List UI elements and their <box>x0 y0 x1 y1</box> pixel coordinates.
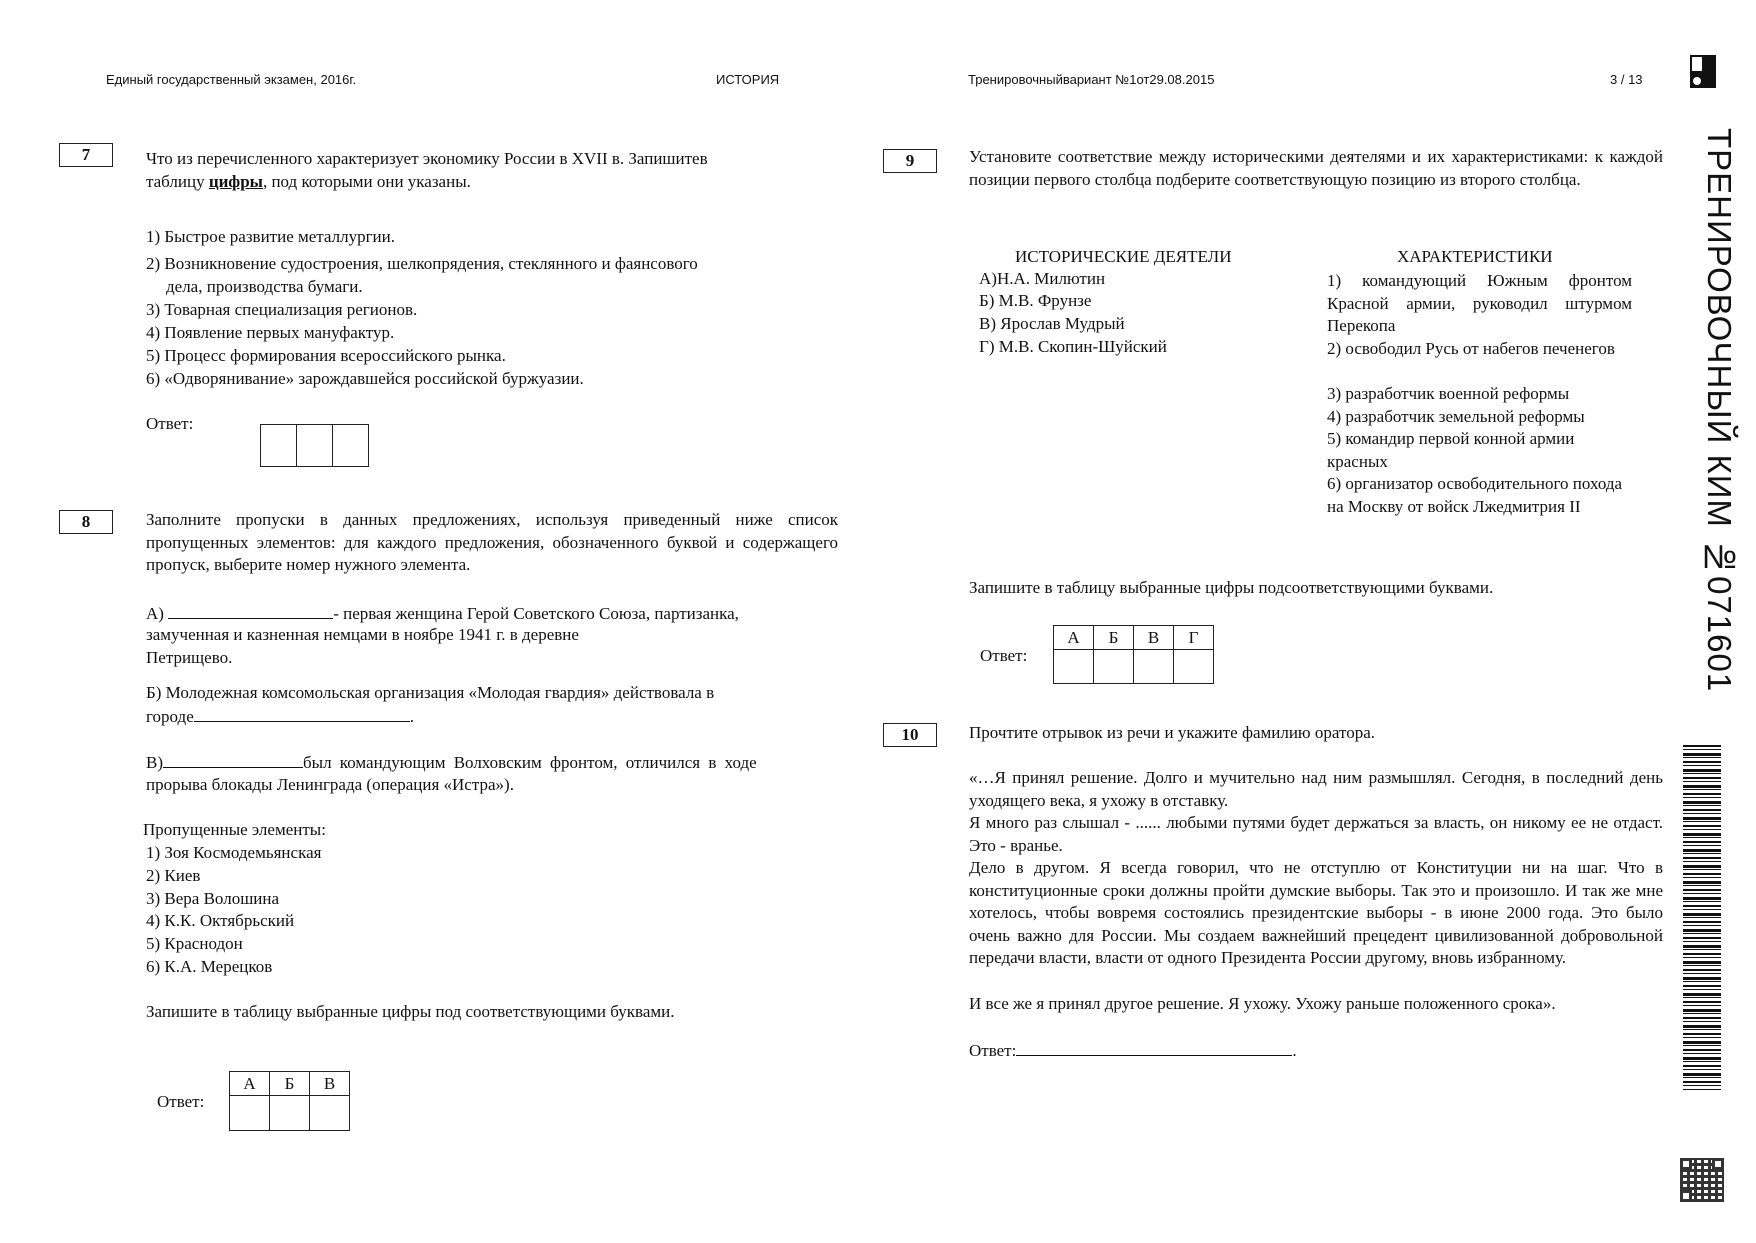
q7-answer-cell[interactable] <box>261 425 297 467</box>
q7-intro-line2: таблицу цифры, под которыми они указаны. <box>146 172 471 191</box>
q8-answer-cell[interactable] <box>270 1096 310 1131</box>
q8-answer-table <box>229 1071 350 1131</box>
q8-table-header: Б <box>270 1072 310 1096</box>
q8-missing-item: 2) Киев <box>146 866 201 885</box>
q8-sentence-v-line2: прорыва блокады Ленинграда (операция «Истра»). <box>146 775 514 794</box>
q9-table-header: В <box>1134 626 1174 650</box>
q8-missing-title: Пропущенные элементы: <box>143 820 326 839</box>
q10-quote-paragraph: Я много раз слышал - ...... любыми путями будет держаться за власть, он никому ее не отдаст. Это - вранье. <box>969 813 1663 855</box>
header-subject: ИСТОРИЯ <box>716 72 780 87</box>
q9-answer-table <box>1053 625 1214 684</box>
q8-sentence-b: Б) Молодежная комсомольская организация «Молодая гвардия» действовала в <box>146 683 715 702</box>
q7-option: 6) «Одворянивание» зарождавшейся российской буржуазии. <box>146 369 584 388</box>
q9-person: Г) М.В. Скопин-Шуйский <box>979 337 1167 356</box>
q10-quote-paragraph: «…Я принял решение. Долго и мучительно над ним размышлял. Сегодня, в последний день уходящего века, я ухожу в отставку. <box>969 768 1663 810</box>
q8-blank-a[interactable] <box>168 602 333 619</box>
q7-intro-line1: Что из перечисленного характеризует экономику России в XVII в. Запишитев <box>146 149 708 168</box>
q7-answer-cell[interactable] <box>333 425 369 467</box>
q9-answer-cell[interactable] <box>1174 650 1214 684</box>
question-7-number: 7 <box>59 143 113 167</box>
q7-option: 4) Появление первых мануфактур. <box>146 323 395 342</box>
q9-intro: Установите соответствие между историческими деятелями и их характеристиками: к каждой позиции первого столбца подберите соответствующую позицию из второго столбца. <box>969 147 1663 189</box>
header-exam-title: Единый государственный экзамен, 2016г. <box>106 72 357 87</box>
q8-missing-item: 6) К.А. Мерецков <box>146 957 273 976</box>
question-9-number: 9 <box>883 149 937 173</box>
question-10-number: 10 <box>883 723 937 747</box>
q9-characteristic: 1) командующий Южным фронтом Красной армии, руководил штурмом Перекопа <box>1327 271 1632 335</box>
question-8-number: 8 <box>59 510 113 534</box>
q9-col1-title: ИСТОРИЧЕСКИЕ ДЕЯТЕЛИ <box>1015 247 1232 266</box>
q10-quote-paragraph: И все же я принял другое решение. Я ухожу. Ухожу раньше положенного срока». <box>969 994 1556 1013</box>
q10-quote-paragraph: Дело в другом. Я всегда говорил, что не отступлю от Конституции ни на шаг. Что в конституционные сроки должны пройти думские выборы. Так это и произошло. И так же мне хотелось, чтобы вовремя состоялись президентские выборы - в июне 2000 года. Это было очень важно для России. Мы создаем важнейший прецедент цивилизованной добровольной передачи власти, власти от одного Президента России другому, вновь избранному. <box>969 858 1663 967</box>
q8-sentence-a-line2: замученная и казненная немцами в ноябре 1941 г. в деревне <box>146 625 579 644</box>
q9-characteristic: 5) командир первой конной армии красных <box>1327 429 1575 471</box>
q8-table-header: А <box>230 1072 270 1096</box>
q8-blank-b[interactable] <box>194 705 410 722</box>
q9-answer-cell[interactable] <box>1054 650 1094 684</box>
q9-answer-cell[interactable] <box>1094 650 1134 684</box>
q10-intro: Прочтите отрывок из речи и укажите фамилию оратора. <box>969 723 1375 742</box>
q9-person: Б) М.В. Фрунзе <box>979 291 1092 310</box>
q8-missing-item: 4) К.К. Октябрьский <box>146 911 295 930</box>
q8-answer-cell[interactable] <box>310 1096 350 1131</box>
q8-answer-cell[interactable] <box>230 1096 270 1131</box>
q9-answer-cell[interactable] <box>1134 650 1174 684</box>
q8-answer-label: Ответ: <box>157 1092 205 1111</box>
header-variant: Тренировочныйвариант №1от29.08.2015 <box>968 72 1215 87</box>
qr-code-icon <box>1680 1158 1724 1202</box>
q9-person: А)Н.А. Милютин <box>979 269 1106 288</box>
q8-sentence-b-line2: городе . <box>146 707 415 726</box>
q9-characteristic: 3) разработчик военной реформы <box>1327 384 1570 403</box>
q9-characteristic: 4) разработчик земельной реформы <box>1327 407 1585 426</box>
q8-blank-v[interactable] <box>163 751 303 768</box>
q8-table-header: В <box>310 1072 350 1096</box>
side-vertical-title: ТРЕНИРОВОЧНЫЙ КИМ №071601 <box>1701 128 1738 693</box>
q8-sentence-a: А) - первая женщина Герой Советского Союза, партизанка, <box>146 604 739 623</box>
q7-option: 2) Возникновение судостроения, шелкопрядения, стеклянного и фаянсового <box>146 254 698 273</box>
q10-answer: Ответ: . <box>969 1041 1297 1060</box>
barcode-icon <box>1683 745 1721 1090</box>
q10-answer-field[interactable] <box>1016 1039 1292 1056</box>
header-page-number: 3 / 13 <box>1610 72 1643 87</box>
q8-missing-item: 1) Зоя Космодемьянская <box>146 843 322 862</box>
q9-table-header: Г <box>1174 626 1214 650</box>
q9-characteristic: 6) организатор освободительного похода на Москву от войск Лжедмитрия II <box>1327 474 1623 516</box>
q9-instruction: Запишите в таблицу выбранные цифры подсоответствующими буквами. <box>969 578 1494 597</box>
q7-option: 1) Быстрое развитие металлургии. <box>146 227 396 246</box>
q7-answer-table <box>260 424 369 467</box>
q8-instruction: Запишите в таблицу выбранные цифры под соответствующими буквами. <box>146 1002 675 1021</box>
q9-characteristic: 2) освободил Русь от набегов печенегов <box>1327 339 1615 358</box>
q9-table-header: А <box>1054 626 1094 650</box>
q7-answer-label: Ответ: <box>146 414 194 433</box>
q7-answer-cell[interactable] <box>297 425 333 467</box>
q9-table-header: Б <box>1094 626 1134 650</box>
q8-intro: Заполните пропуски в данных предложениях, используя приведенный ниже список пропущенных элементов: для каждого предложения, обозначенного буквой и содержащего пропуск, выберите номер нужного элемента. <box>146 510 838 574</box>
q9-person: В) Ярослав Мудрый <box>979 314 1125 333</box>
q8-missing-item: 3) Вера Волошина <box>146 889 280 908</box>
q9-answer-label: Ответ: <box>980 646 1028 665</box>
q7-option: 3) Товарная специализация регионов. <box>146 300 418 319</box>
q9-col2-title: ХАРАКТЕРИСТИКИ <box>1397 247 1553 266</box>
q7-option: дела, производства бумаги. <box>166 277 363 296</box>
q8-sentence-a-line3: Петрищево. <box>146 648 233 667</box>
q8-missing-item: 5) Краснодон <box>146 934 243 953</box>
logo-icon <box>1690 55 1716 88</box>
q7-option: 5) Процесс формирования всероссийского рынка. <box>146 346 506 365</box>
q8-sentence-v: В) был командующим Волховским фронтом, отличился в ходе <box>146 753 757 772</box>
